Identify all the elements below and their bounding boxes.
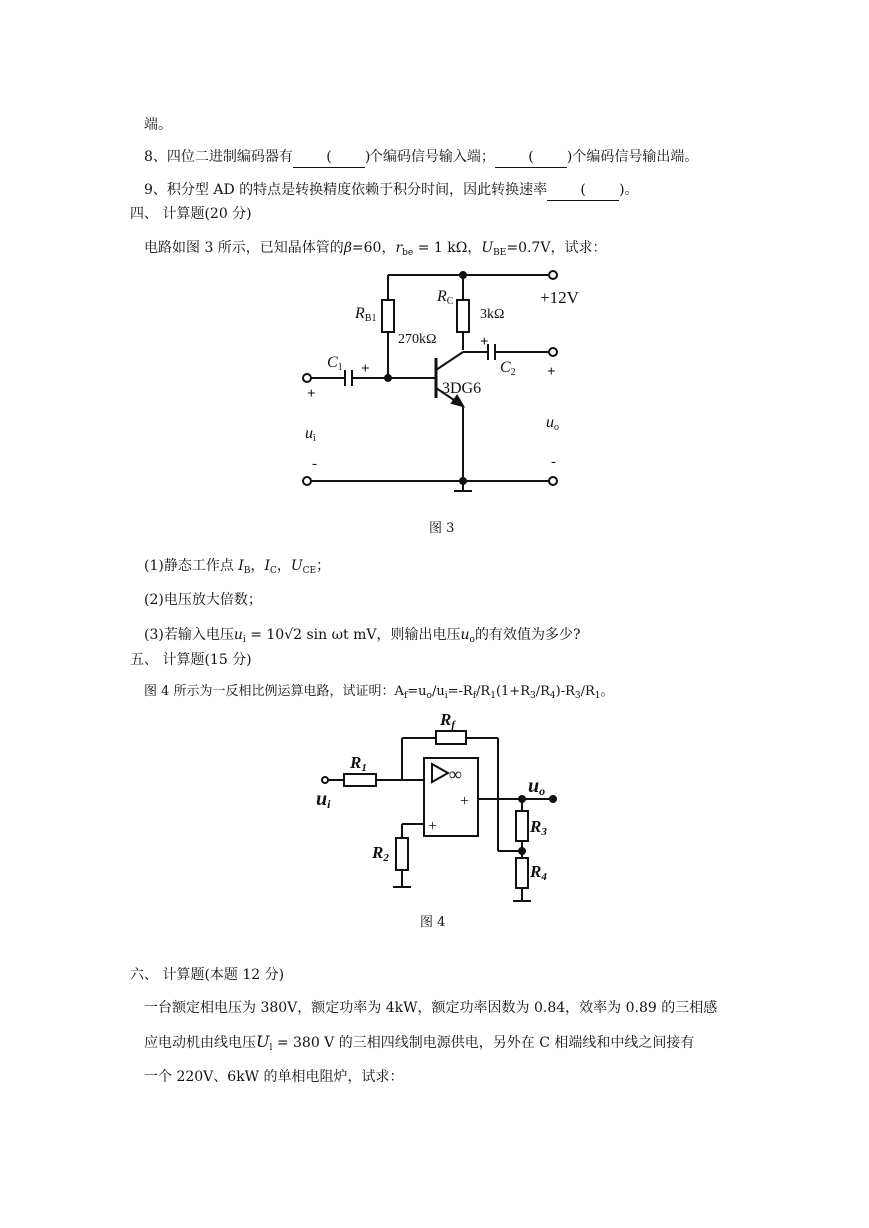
label-rc: RC: [437, 288, 454, 307]
problem-6-line: 应电动机由线电压$U_l = 380$ V 的三相四线制电源供电，另外在 C 相端线和中线之间接有: [144, 1032, 695, 1053]
blank-field[interactable]: (: [547, 180, 619, 201]
question-9: 9、积分型 AD 的特点是转换精度依赖于积分时间，因此转换速率 ( )。: [144, 180, 639, 201]
label-plus: +: [307, 386, 316, 402]
section-heading: 六、 计算题(本题 12 分): [130, 967, 285, 983]
sub-question-2: (2)电压放大倍数；: [144, 592, 262, 608]
sub-question-3: (3)若输入电压$u_i = 10√2$ sin ωt mV，则输出电压$u_o$的有效值为多少?: [144, 627, 581, 645]
label-c1: C1: [327, 354, 343, 373]
label-r4: R4: [530, 862, 547, 883]
problem-6-line: 一个 220V、6kW 的单相电阻炉，试求：: [144, 1069, 404, 1085]
label-uo: uo: [528, 775, 546, 798]
blank-field[interactable]: ): [364, 149, 371, 165]
label-plus: +: [428, 818, 438, 835]
label-vcc: +12V: [540, 288, 579, 307]
figure-4-caption: 图 4: [420, 915, 446, 930]
text-line: 端。: [144, 117, 172, 133]
blank-field[interactable]: (: [293, 147, 365, 168]
section-heading: 四、 计算题(20 分): [130, 206, 252, 222]
label-rc-value: 3kΩ: [480, 307, 505, 322]
label-rf: Rf: [440, 710, 456, 731]
problem-4-text: 电路如图 3 所示，已知晶体管的β=60，$r_{be} = 1$ kΩ，$U_{BE}=0.7V$，试求：: [144, 240, 607, 258]
label-r3: R3: [530, 817, 547, 838]
section-heading: 五、 计算题(15 分): [130, 652, 252, 668]
label-plus: +: [480, 334, 489, 350]
label-infinity: ∞: [449, 764, 462, 784]
label-plus: +: [361, 361, 370, 377]
label-minus: -: [312, 456, 317, 472]
question-8: 8、四位二进制编码器有 ( )个编码信号输入端； ( )个编码信号输出端。: [144, 147, 698, 168]
label-r1: R1: [350, 753, 367, 774]
label-minus: -: [551, 454, 556, 470]
label-r2: R2: [372, 843, 389, 864]
problem-5-text: 图 4 所示为一反相比例运算电路，试证明：$A_f=u_o/u_i=-R_f/R_1(1+R_3/R_4)-R_3/R_1$。: [144, 684, 614, 701]
label-ui: ui: [305, 425, 316, 444]
label-rb1-value: 270kΩ: [398, 332, 437, 347]
figure-3-caption: 图 3: [429, 521, 455, 536]
blank-field[interactable]: (: [495, 147, 567, 168]
problem-6-line: 一台额定相电压为 380V，额定功率为 4kW，额定功率因数为 0.84，效率为 0.89 的三相感: [144, 1000, 718, 1016]
label-ui: ui: [316, 788, 331, 811]
label-rb1: RB1: [355, 305, 377, 324]
label-uo: uo: [546, 414, 559, 433]
label-c2: C2: [500, 359, 516, 378]
label-plus: +: [547, 364, 556, 380]
label-plus: +: [460, 793, 470, 810]
sub-question-1: (1)静态工作点 $I_B$，$I_C$，$U_{CE}$；: [144, 558, 331, 576]
label-transistor: 3DG6: [442, 380, 482, 397]
